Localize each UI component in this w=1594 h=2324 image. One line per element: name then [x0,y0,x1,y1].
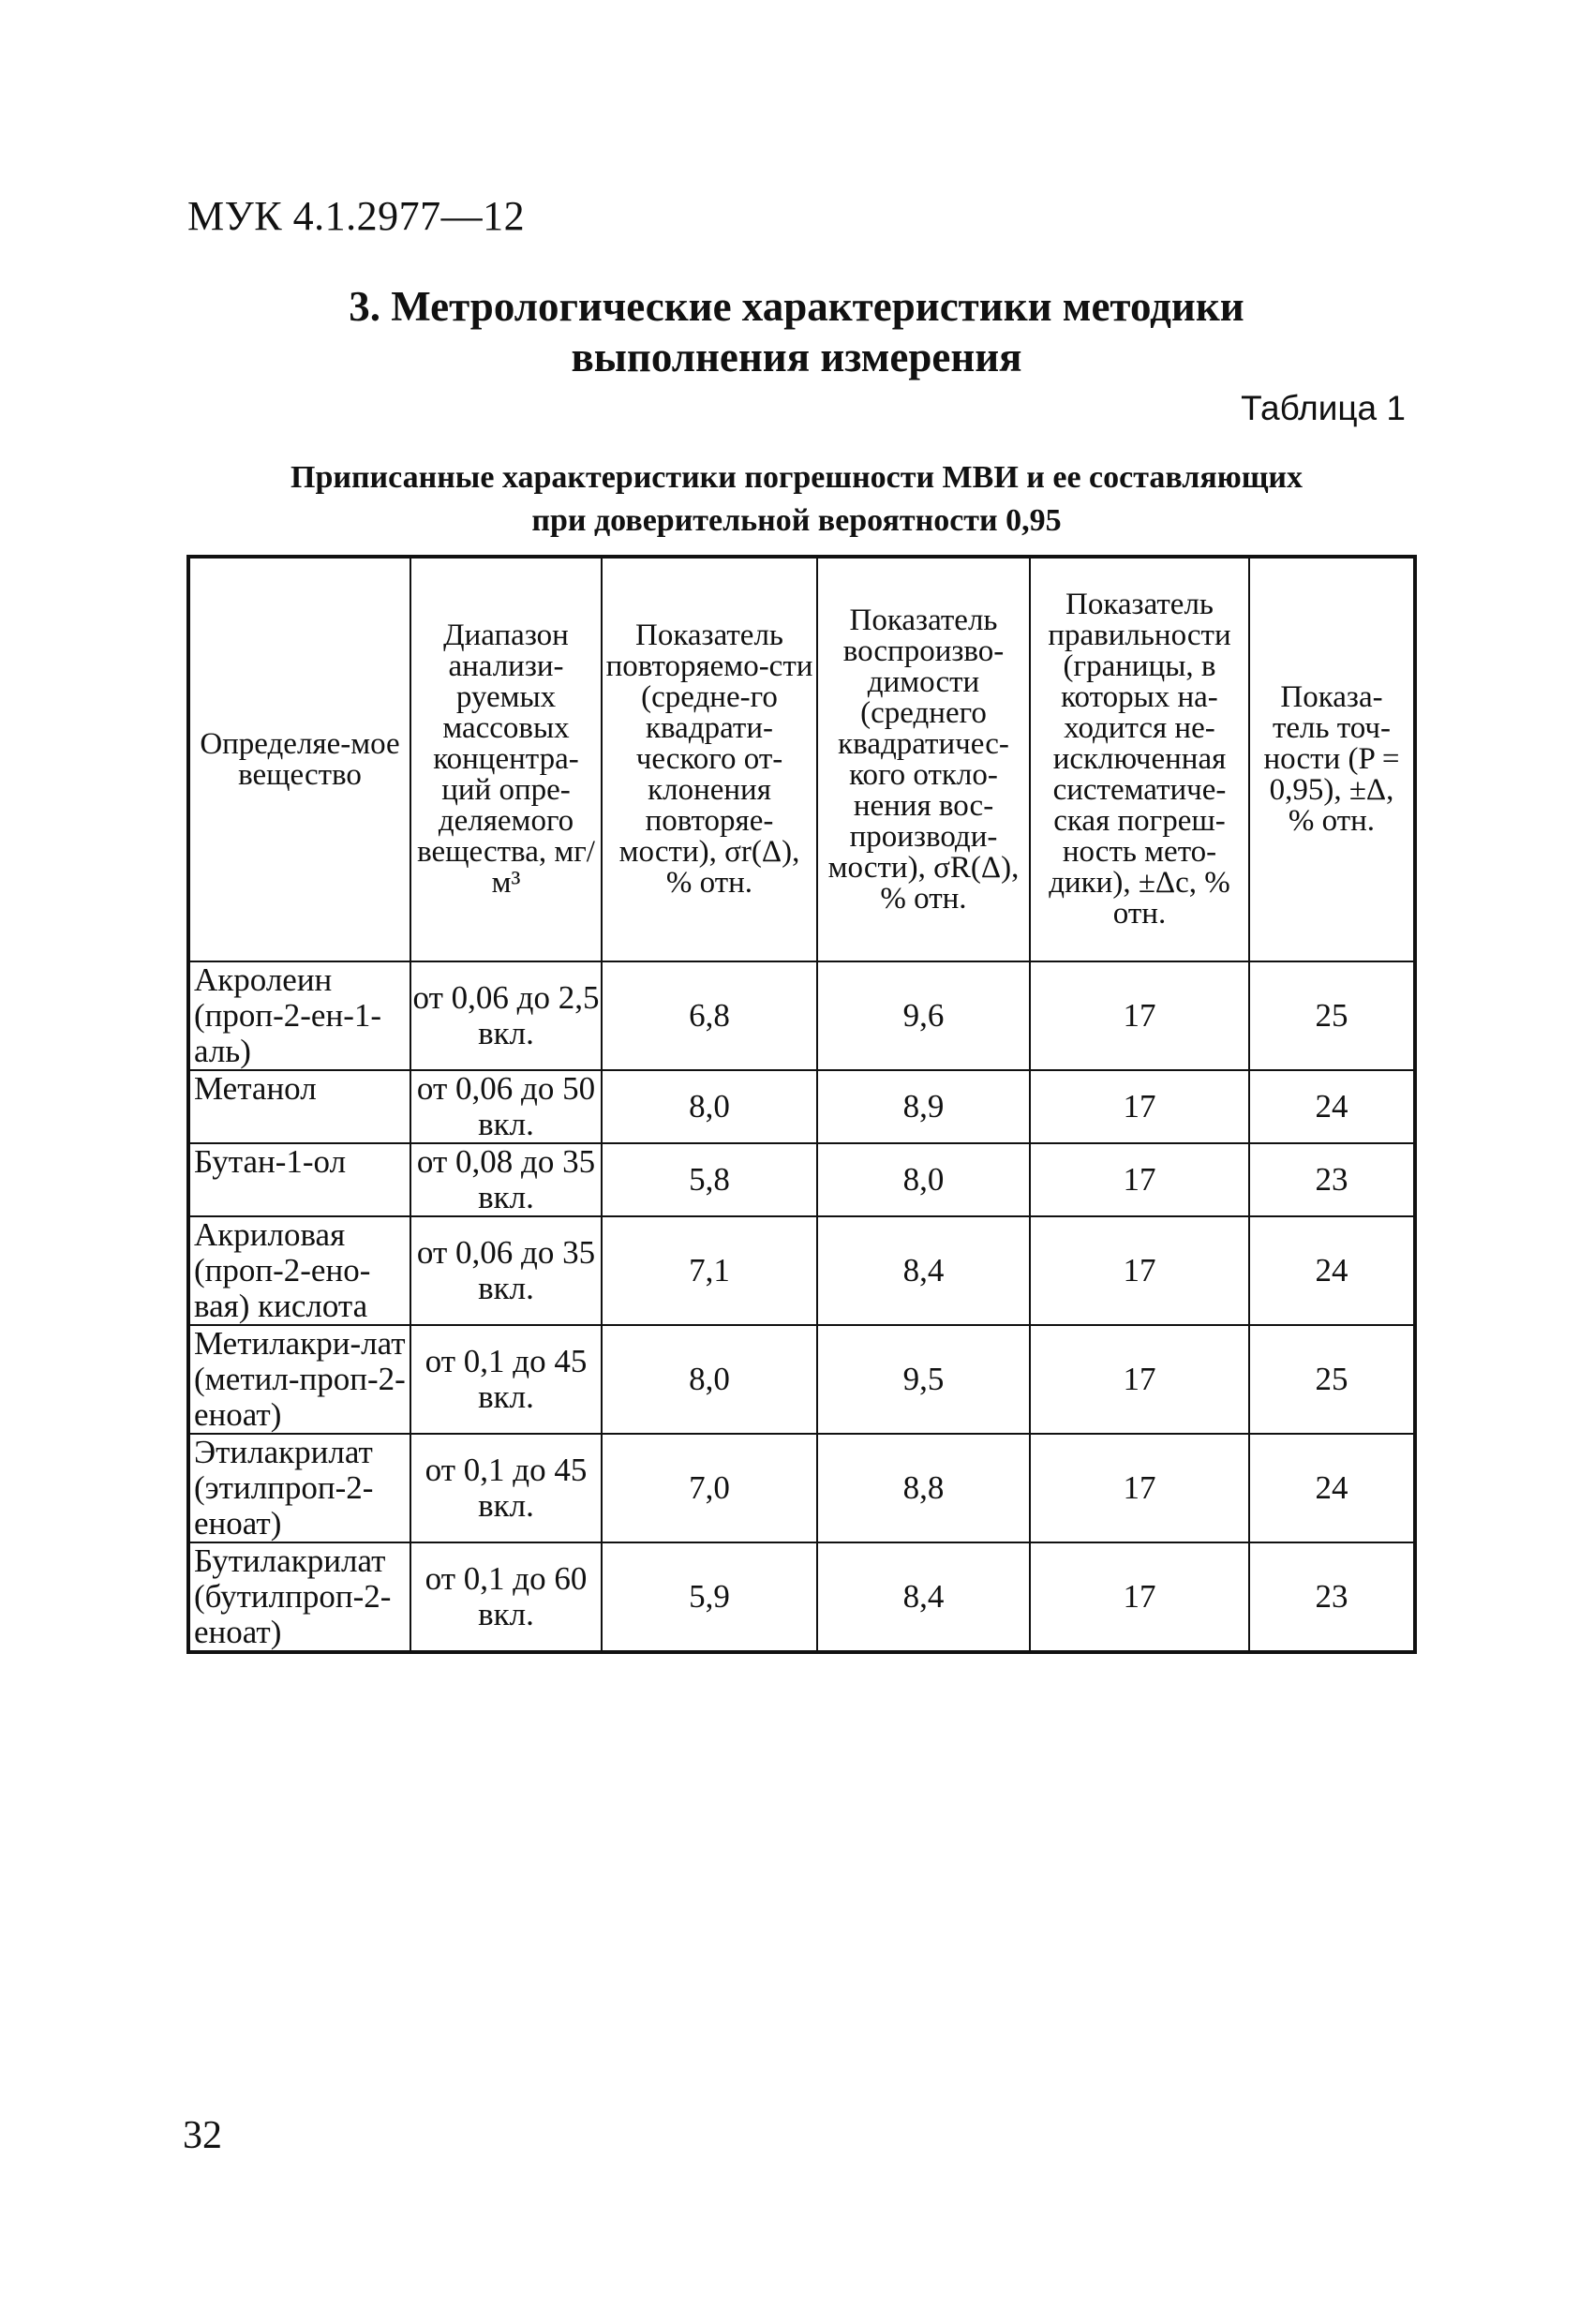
cell-accuracy: 24 [1249,1216,1415,1325]
table-row [188,961,1415,1070]
cell-substance: Акриловая (проп-2-ено-вая) кислота [188,1216,410,1325]
cell-correctness: 17 [1030,1070,1249,1143]
cell-substance: Бутилакрилат (бутилпроп-2-еноат) [188,1542,410,1652]
table-caption-line-1: Приписанные характеристики погрешности МВИ и ее составляющих [290,460,1303,495]
cell-range: от 0,06 до 35 вкл. [410,1216,602,1325]
column-header-repeatability: Показатель повторяемо-сти (средне-го квадрати-ческого от-клонения повторяе-мости), σr(Δ), % отн. [602,557,817,961]
table-caption-line-2: при доверительной вероятности 0,95 [531,503,1062,538]
cell-reproducibility: 9,6 [817,961,1030,1070]
table-row [188,1542,1415,1652]
cell-repeatability: 8,0 [602,1070,817,1143]
metrology-table [186,555,1417,1654]
cell-correctness: 17 [1030,1143,1249,1216]
table-row [188,1216,1415,1325]
cell-accuracy: 23 [1249,1542,1415,1652]
cell-range: от 0,06 до 2,5 вкл. [410,961,602,1070]
cell-substance: Этилакрилат (этилпроп-2-еноат) [188,1434,410,1542]
cell-repeatability: 6,8 [602,961,817,1070]
cell-reproducibility: 8,8 [817,1434,1030,1542]
cell-range: от 0,06 до 50 вкл. [410,1070,602,1143]
table-row [188,1070,1415,1143]
table-header-row [188,557,1415,961]
cell-accuracy: 25 [1249,1325,1415,1434]
page-number: 32 [183,2114,222,2157]
column-header-accuracy: Показа-тель точ-ности (P = 0,95), ±Δ, % отн. [1249,557,1415,961]
cell-substance: Акролеин (проп-2-ен-1-аль) [188,961,410,1070]
cell-correctness: 17 [1030,1434,1249,1542]
cell-reproducibility: 8,0 [817,1143,1030,1216]
column-header-correctness: Показатель правильности (границы, в которых на-ходится не-исключенная систематиче-ская погреш-ность мето-дики), ±Δc, % отн. [1030,557,1249,961]
cell-accuracy: 25 [1249,961,1415,1070]
cell-accuracy: 24 [1249,1070,1415,1143]
cell-repeatability: 5,9 [602,1542,817,1652]
cell-repeatability: 5,8 [602,1143,817,1216]
cell-range: от 0,08 до 35 вкл. [410,1143,602,1216]
column-header-reproducibility: Показатель воспроизво-димости (среднего квадратичес-кого откло-нения вос-производи-мости), σR(Δ), % отн. [817,557,1030,961]
cell-reproducibility: 8,4 [817,1542,1030,1652]
cell-range: от 0,1 до 45 вкл. [410,1325,602,1434]
cell-range: от 0,1 до 60 вкл. [410,1542,602,1652]
document-code: МУК 4.1.2977—12 [187,193,526,239]
cell-accuracy: 23 [1249,1143,1415,1216]
section-title-line-1: 3. Метрологические характеристики методики [349,283,1244,330]
section-title-line-2: выполнения измерения [571,334,1022,380]
cell-substance: Бутан-1-ол [188,1143,410,1216]
table-caption [187,456,1406,543]
cell-accuracy: 24 [1249,1434,1415,1542]
cell-repeatability: 7,0 [602,1434,817,1542]
cell-repeatability: 7,1 [602,1216,817,1325]
cell-substance: Метилакри-лат (метил-проп-2-еноат) [188,1325,410,1434]
section-title [234,281,1359,382]
cell-range: от 0,1 до 45 вкл. [410,1434,602,1542]
cell-substance: Метанол [188,1070,410,1143]
table-row [188,1325,1415,1434]
table-row [188,1434,1415,1542]
cell-correctness: 17 [1030,1325,1249,1434]
table-row [188,1143,1415,1216]
cell-repeatability: 8,0 [602,1325,817,1434]
column-header-substance: Определяе-мое вещество [188,557,410,961]
table-label: Таблица 1 [1241,389,1406,427]
cell-correctness: 17 [1030,1216,1249,1325]
cell-correctness: 17 [1030,961,1249,1070]
column-header-range: Диапазон анализи-руемых массовых концентра-ций опре-деляемого вещества, мг/м³ [410,557,602,961]
cell-reproducibility: 9,5 [817,1325,1030,1434]
cell-reproducibility: 8,9 [817,1070,1030,1143]
cell-correctness: 17 [1030,1542,1249,1652]
cell-reproducibility: 8,4 [817,1216,1030,1325]
